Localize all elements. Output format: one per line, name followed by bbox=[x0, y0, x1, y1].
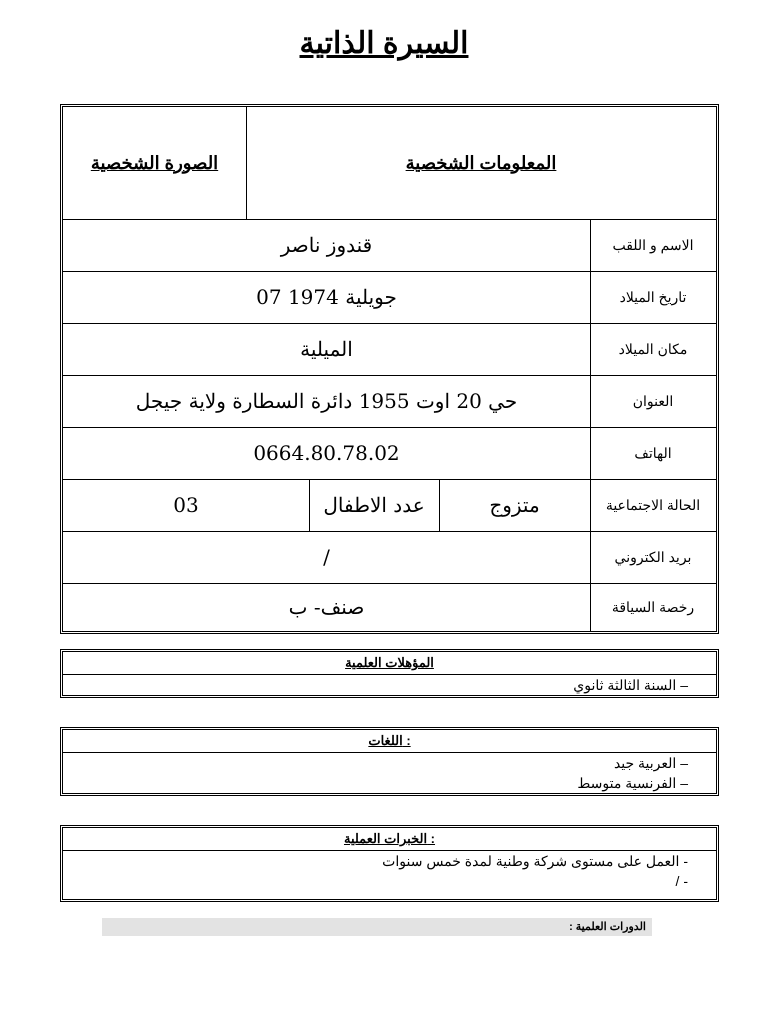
email-label: بريد الكتروني bbox=[614, 548, 692, 565]
address-value: حي 20 اوت 1955 دائرة السطارة ولاية جيجل bbox=[135, 389, 518, 413]
experience-heading: الخبرات العملية : bbox=[63, 828, 716, 851]
license-label: رخصة السياقة bbox=[611, 598, 695, 615]
address-label: العنوان bbox=[632, 392, 674, 409]
marital-status-value: متزوج bbox=[489, 493, 540, 517]
list-item: – السنة الثالثة ثانوي bbox=[573, 677, 688, 693]
birth-date-label: تاريخ الميلاد bbox=[619, 288, 687, 305]
children-count-value: 03 bbox=[173, 493, 199, 517]
list-item: – الفرنسية متوسط bbox=[577, 775, 688, 791]
list-item: – العربية جيد bbox=[613, 755, 688, 771]
languages-section bbox=[60, 727, 719, 796]
personal-info-heading: المعلومات الشخصية bbox=[405, 152, 557, 173]
phone-label: الهاتف bbox=[634, 444, 672, 461]
qualifications-heading: المؤهلات العلمية bbox=[63, 652, 716, 675]
photo-heading: الصورة الشخصية bbox=[90, 152, 219, 173]
experience-section bbox=[60, 825, 719, 902]
birth-place-label: مكان الميلاد bbox=[618, 340, 688, 357]
list-item: - / bbox=[675, 873, 688, 889]
courses-heading: الدورات العلمية : bbox=[102, 918, 652, 936]
marital-status-label: الحالة الاجتماعية bbox=[605, 496, 701, 513]
license-value: صنف- ب bbox=[288, 595, 365, 619]
birth-date-value: 07 جويلية 1974 bbox=[256, 285, 397, 309]
name-value: قندوز ناصر bbox=[280, 233, 373, 257]
birth-place-value: الميلية bbox=[300, 337, 353, 361]
document-title: السيرة الذاتية bbox=[299, 27, 469, 60]
personal-info-table bbox=[60, 104, 719, 634]
name-label: الاسم و اللقب bbox=[612, 236, 694, 253]
phone-value: 0664.80.78.02 bbox=[253, 441, 400, 465]
list-item: - العمل على مستوى شركة وطنية لمدة خمس سنوات bbox=[382, 853, 688, 869]
qualifications-section bbox=[60, 649, 719, 698]
children-count-label: عدد الاطفال bbox=[323, 493, 425, 517]
email-value: / bbox=[323, 545, 330, 569]
languages-heading: اللغات : bbox=[63, 730, 716, 753]
